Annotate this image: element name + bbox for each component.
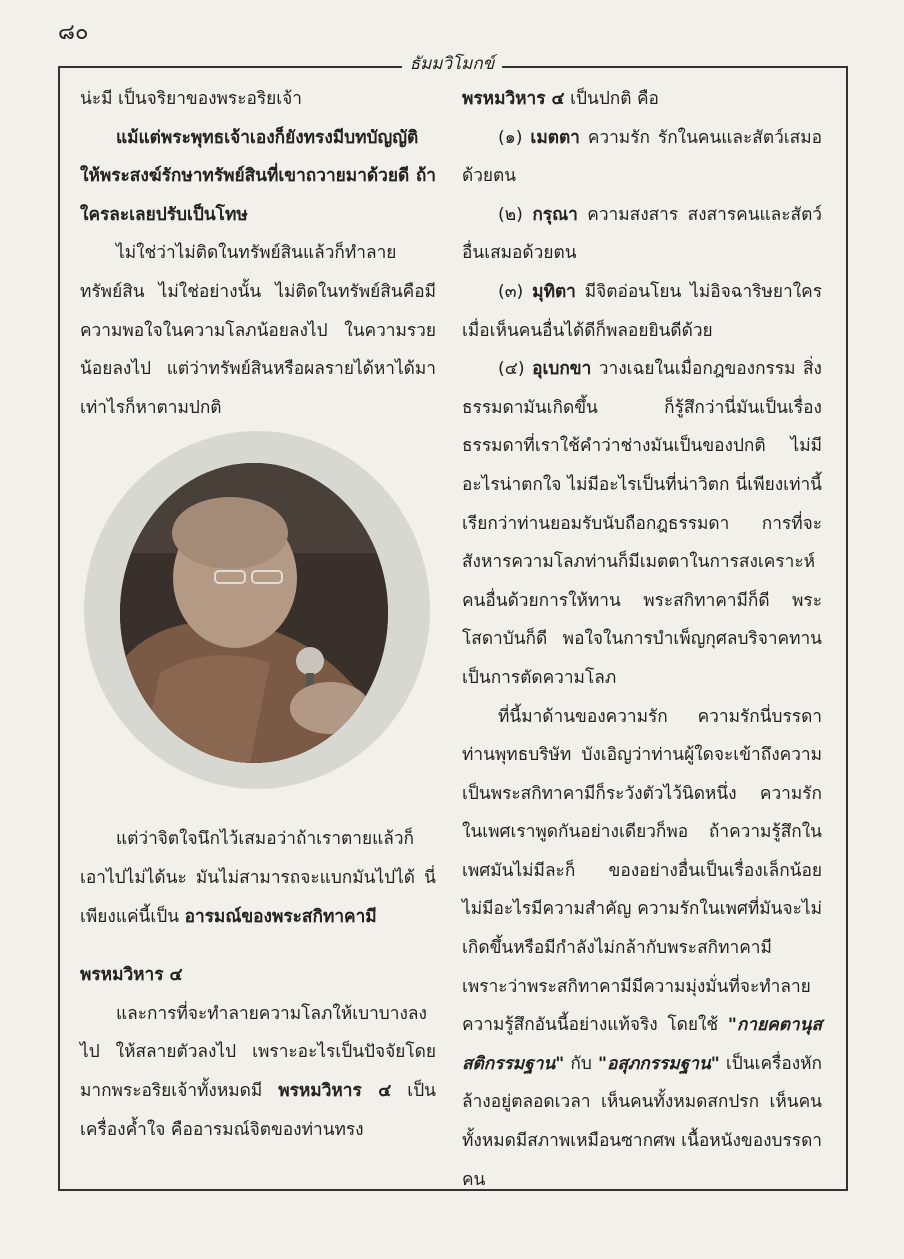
bold-text: อารมณ์ของพระสกิทาคามี bbox=[184, 906, 377, 927]
item-number: (๓) bbox=[498, 281, 533, 302]
text-run: ความรัก รักในคนและสัตว์เสมอด้วยตน bbox=[462, 127, 822, 187]
paragraph bbox=[462, 698, 822, 1200]
bold-text: เมตตา bbox=[530, 127, 580, 148]
bold-paragraph: แม้แต่พระพุทธเจ้าเองก็ยังทรงมีบทบัญญัติให้พระสงฆ์รักษาทรัพย์สินที่เขาถวายมาด้วยดี ถ้าใครละเลยปรับเป็นโทษ bbox=[80, 127, 436, 225]
item-number: (๔) bbox=[498, 359, 533, 380]
photo-figure bbox=[80, 427, 436, 820]
item-number: (๑) bbox=[498, 127, 531, 148]
paragraph bbox=[462, 80, 822, 119]
list-item bbox=[462, 273, 822, 350]
text-run: เป็นเครื่องหักล้างอยู่ตลอดเวลา เห็นคนทั้งหมดสกปรก เห็นคนทั้งหมดมีสภาพเหมือนซากศพ เนื้อหนังของบรรดาคน bbox=[462, 1053, 822, 1190]
paragraph: น่ะมี เป็นจริยาของพระอริยเจ้า bbox=[80, 89, 303, 109]
text-run: วางเฉยในเมื่อกฎของกรรม สิ่งธรรมดามันเกิดขึ้น ก็รู้สึกว่านี่มันเป็นเรื่องธรรมดาที่เราใช้คำว่าช่างมันเป็นของปกติ ไม่มีอะไรน่าตกใจ ไม่มีอะไรเป็นที่น่าวิตก นี่เพียงเท่านี้ เรียกว่าท่านยอมรับนับถือกฎธรรมดา การที่จะสังหารความโลภท่านก็มีเมตตาในการสงเคราะห์คนอื่นด้วยการให้ทาน พระสกิทาคามีก็ดี พระโสดาบันก็ดี พอใจในการบำเพ็ญกุศลบริจาคทานเป็นการตัดความโลภ bbox=[462, 359, 822, 688]
bold-text: พรหมวิหาร ๔ bbox=[462, 89, 565, 109]
bold-text: มุทิตา bbox=[532, 281, 576, 302]
paragraph bbox=[80, 995, 436, 1149]
bold-italic-text: "กายคตานุสสติกรรมฐาน" bbox=[462, 1015, 822, 1074]
text-run: แต่ว่าจิตใจนึกไว้เสมอว่าถ้าเราตายแล้วก็เอาไปไม่ได้นะ มันไม่สามารถจะแบกมันไปได้ นี่เพียงแค่นี้เป็น bbox=[80, 829, 436, 927]
text-run: ที่นี้มาด้านของความรัก ความรักนี่บรรดาท่านพุทธบริษัท บังเอิญว่าท่านผู้ใดจะเข้าถึงความเป็นพระสกิทาคามีก็ระวังตัวไว้นิดหนึ่ง ความรักในเพศเราพูดกันอย่างเดียวก็พอ ถ้าความรู้สึกในเพศมันไม่มีละก็ ของอย่างอื่นเป็นเรื่องเล็กน้อยไม่มีอะไรมีความสำคัญ ความรักในเพศที่มันจะไม่เกิดขึ้นหรือมีกำลังไม่กล้ากับพระสกิทาคามี เพราะว่าพระสกิทาคามีมีความมุ่งมั่นที่จะทำลายความรู้สึกอันนี้อย่างแท้จริง โดยใช้ bbox=[462, 706, 822, 1036]
text-run: ความสงสาร สงสารคนและสัตว์อื่นเสมอด้วยตน bbox=[462, 204, 822, 264]
bold-text: อุเบกขา bbox=[532, 359, 592, 380]
text-run: เป็นปกติ คือ bbox=[564, 89, 659, 109]
text-run: กับ bbox=[564, 1053, 598, 1074]
paragraph bbox=[80, 820, 436, 936]
text-run: และการที่จะทำลายความโลภให้เบาบางลงไป ให้สลายตัวลงไป เพราะอะไรเป็นปัจจัยโดยมากพระอริยเจ้าทั้งหมดมี bbox=[80, 1003, 436, 1101]
paragraph: ไม่ใช่ว่าไม่ติดในทรัพย์สินแล้วก็ทำลายทรัพย์สิน ไม่ใช่อย่างนั้น ไม่ติดในทรัพย์สินคือมีความพอใจในความโลภน้อยลงไป ในความรวยน้อยลงไป แต่ว่าทรัพย์สินหรือผลรายได้หาได้มาเท่าไรก็หาตามปกติ bbox=[80, 243, 436, 418]
spacer bbox=[80, 936, 436, 956]
right-column bbox=[462, 80, 822, 1199]
bold-italic-text: "อสุภกรรมฐาน" bbox=[597, 1053, 720, 1074]
monk-illustration bbox=[120, 463, 388, 763]
list-item bbox=[462, 119, 822, 196]
list-item bbox=[462, 196, 822, 273]
bold-text: พรหมวิหาร ๔ bbox=[278, 1080, 392, 1101]
running-header-title: ธัมมวิโมกข์ bbox=[402, 54, 503, 74]
text-run: มีจิตอ่อนโยน ไม่อิจฉาริษยาใคร เมื่อเห็นคนอื่นได้ดีก็พลอยยินดีด้วย bbox=[462, 281, 822, 341]
left-column bbox=[80, 80, 436, 1149]
text-run: เป็นเครื่องค้ำใจ คืออารมณ์จิตของท่านทรง bbox=[80, 1080, 436, 1140]
page-number: ๘๐ bbox=[58, 20, 89, 45]
item-number: (๒) bbox=[498, 204, 533, 225]
bold-text: กรุณา bbox=[532, 204, 578, 225]
list-item bbox=[462, 350, 822, 697]
monk-photo bbox=[120, 463, 388, 763]
section-title: พรหมวิหาร ๔ bbox=[80, 965, 183, 986]
